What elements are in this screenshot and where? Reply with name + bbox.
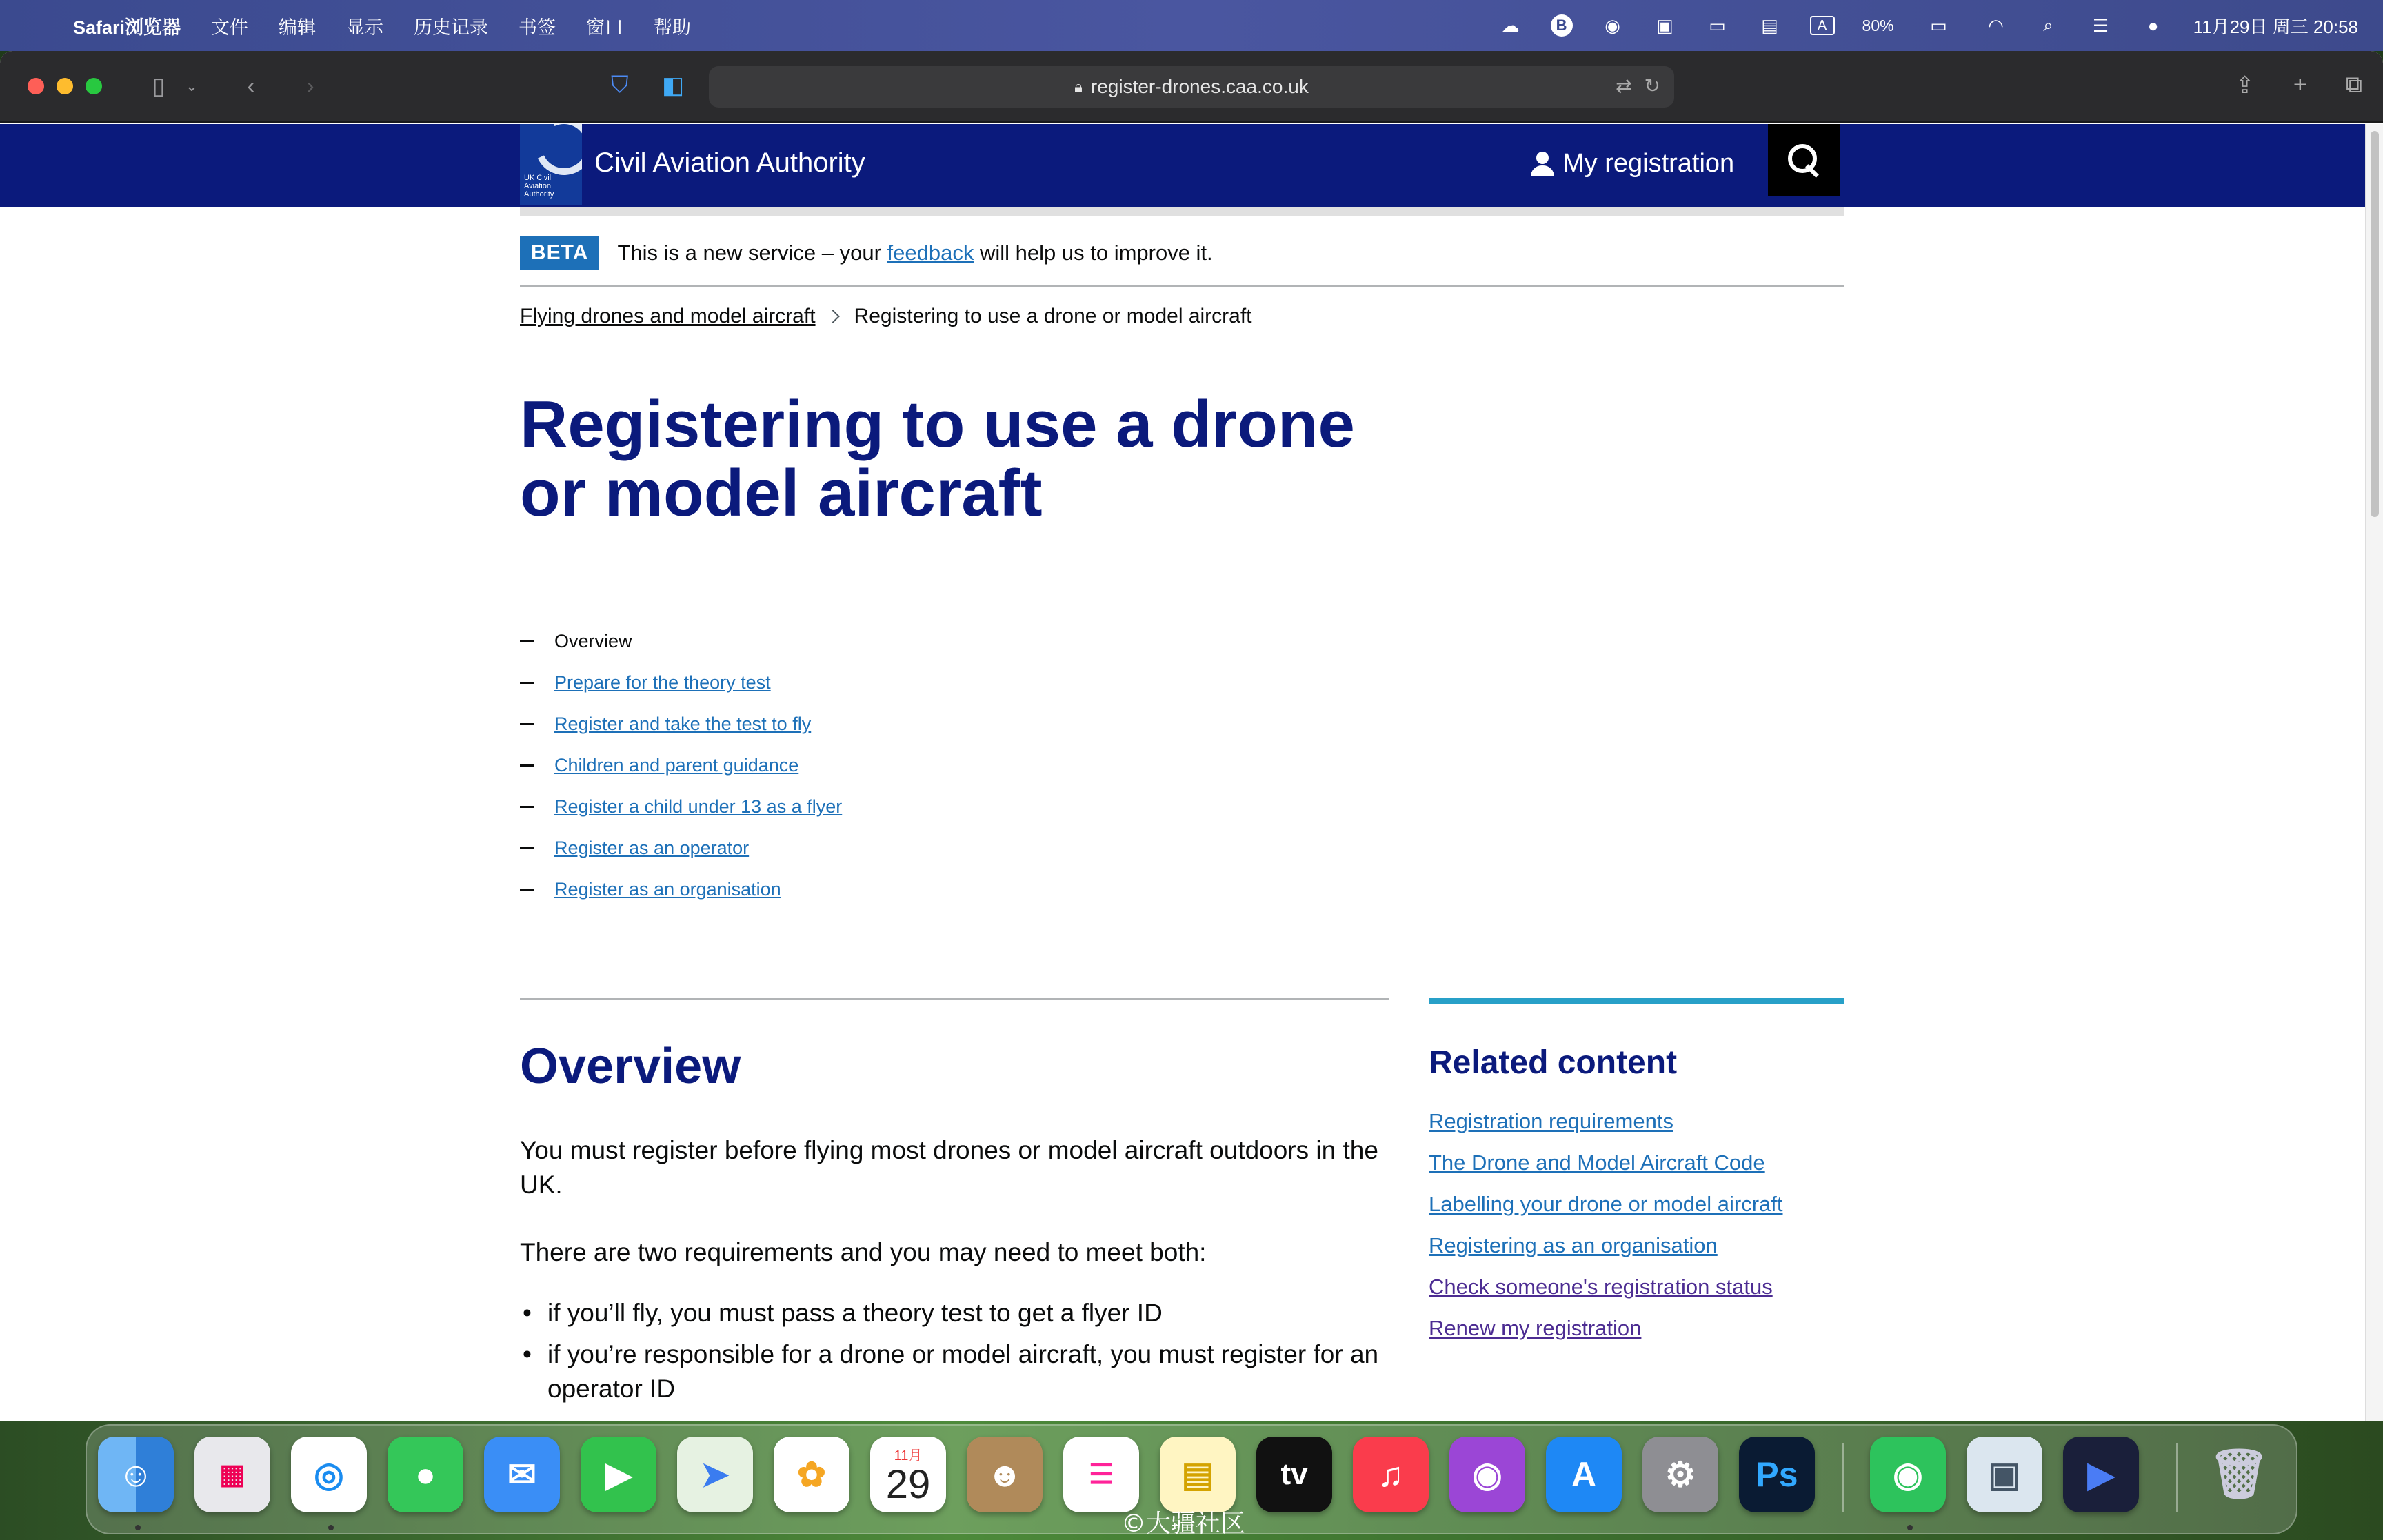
- siri-icon[interactable]: ●: [2147, 14, 2159, 36]
- address-bar[interactable]: [709, 66, 1674, 108]
- forward-arrow-icon[interactable]: ›: [306, 72, 314, 99]
- related-link-requirements[interactable]: Registration requirements: [1429, 1109, 1673, 1133]
- calendar-month: 11月: [894, 1448, 923, 1463]
- b-badge-icon[interactable]: B: [1551, 14, 1573, 37]
- my-registration-link[interactable]: [1531, 149, 1734, 179]
- spotlight-icon[interactable]: ⌕: [2043, 14, 2053, 35]
- contents-list: [520, 620, 842, 910]
- wechat-icon[interactable]: ◉: [1605, 14, 1620, 36]
- maps-icon[interactable]: ➤: [677, 1437, 753, 1512]
- header-strip: [520, 207, 1844, 216]
- battery-percent: 80%: [1862, 16, 1894, 34]
- tab-overview-icon[interactable]: ⧉: [2345, 72, 2362, 98]
- facetime-icon[interactable]: ▶: [581, 1437, 656, 1512]
- related-bar: [1429, 998, 1844, 1004]
- dock-separator: [1842, 1443, 1844, 1512]
- menu-view[interactable]: 显示: [346, 17, 384, 38]
- calendar-day: 29: [885, 1461, 931, 1507]
- running-indicator: [135, 1525, 141, 1530]
- chevron-down-icon[interactable]: ⌄: [185, 77, 199, 94]
- minimize-window-button[interactable]: [57, 78, 73, 94]
- battery-icon[interactable]: ▭: [1930, 14, 1947, 36]
- menu-help[interactable]: 帮助: [654, 17, 692, 38]
- menu-bar: [0, 0, 2383, 51]
- apple-tv-icon[interactable]: [1256, 1437, 1332, 1512]
- input-method-icon[interactable]: A: [1810, 16, 1835, 35]
- tv-label: tv: [1280, 1457, 1308, 1491]
- photoshop-icon[interactable]: [1739, 1437, 1815, 1512]
- media-app-icon[interactable]: ▶: [2063, 1437, 2139, 1512]
- cloud-icon[interactable]: ☁: [1501, 14, 1520, 36]
- book-icon[interactable]: ▤: [1761, 14, 1778, 36]
- window-controls: [28, 78, 102, 94]
- breadcrumb-parent-link[interactable]: Flying drones and model aircraft: [520, 305, 816, 327]
- back-arrow-icon[interactable]: ‹: [247, 72, 255, 99]
- list-item: • if you’re responsible for a drone or model aircraft, you must register for an operator ID: [520, 1337, 1389, 1406]
- caa-logo[interactable]: [520, 124, 582, 205]
- contents-item-overview: Overview: [554, 630, 632, 651]
- menu-history[interactable]: 历史记录: [414, 17, 489, 38]
- site-title[interactable]: Civil Aviation Authority: [594, 148, 865, 178]
- list-item: • if you’ll fly, you must pass a theory test to get a flyer ID: [520, 1296, 1389, 1330]
- running-indicator: [1907, 1525, 1913, 1530]
- contents-link-child-under-13[interactable]: Register a child under 13 as a flyer: [554, 796, 843, 817]
- share-icon[interactable]: ⇪: [2235, 72, 2255, 99]
- overview-paragraph-2: There are two requirements and you may need to meet both:: [520, 1238, 1207, 1266]
- beta-text-after: will help us to improve it.: [974, 241, 1213, 265]
- contents-link-operator[interactable]: Register as an operator: [554, 837, 750, 858]
- contents-link-prepare[interactable]: Prepare for the theory test: [554, 671, 771, 693]
- beta-banner: [520, 233, 1844, 287]
- menu-edit[interactable]: 编辑: [279, 17, 316, 38]
- mail-icon[interactable]: ✉: [484, 1437, 560, 1512]
- contents-item: [520, 744, 842, 786]
- preview-icon[interactable]: ▣: [1967, 1437, 2042, 1512]
- contents-item: [520, 827, 842, 869]
- app-store-icon[interactable]: A: [1546, 1437, 1622, 1512]
- status-area: [1498, 0, 2358, 51]
- page-title: Registering to use a drone or model aircraft: [520, 387, 1355, 530]
- user-icon: [1531, 152, 1554, 176]
- close-window-button[interactable]: [28, 78, 44, 94]
- safari-icon[interactable]: ◎: [291, 1437, 367, 1512]
- beta-text: [617, 241, 1212, 265]
- menu-window[interactable]: 窗口: [586, 17, 624, 38]
- system-settings-icon[interactable]: ⚙: [1642, 1437, 1718, 1512]
- contents-link-children[interactable]: Children and parent guidance: [554, 754, 799, 776]
- music-icon[interactable]: ♫: [1353, 1437, 1429, 1512]
- related-link-organisation[interactable]: Registering as an organisation: [1429, 1233, 1718, 1257]
- related-link-code[interactable]: The Drone and Model Aircraft Code: [1429, 1151, 1765, 1175]
- privacy-shield-icon[interactable]: ⛉: [611, 72, 629, 98]
- contents-item: [520, 620, 842, 662]
- extension-icon[interactable]: ◧: [662, 72, 685, 99]
- menu-app-name[interactable]: Safari浏览器: [73, 17, 181, 38]
- beta-tag: BETA: [520, 236, 599, 270]
- contents-item: [520, 786, 842, 827]
- requirements-list: [520, 1296, 1389, 1413]
- photos-icon[interactable]: ✿: [774, 1437, 849, 1512]
- display-icon[interactable]: ▭: [1709, 14, 1726, 36]
- wifi-icon[interactable]: ◠: [1988, 14, 2004, 36]
- search-button[interactable]: [1768, 124, 1840, 196]
- url-text: register-drones.caa.co.uk: [1090, 76, 1309, 97]
- finder-icon[interactable]: ☺: [98, 1437, 174, 1512]
- breadcrumb-current: Registering to use a drone or model aircraft: [854, 305, 1252, 327]
- breadcrumb: [520, 305, 1252, 328]
- contents-link-organisation[interactable]: Register as an organisation: [554, 878, 781, 900]
- running-indicator: [328, 1525, 334, 1530]
- my-registration-label: My registration: [1562, 149, 1735, 178]
- control-center-icon[interactable]: ☰: [2092, 14, 2109, 36]
- contents-item: [520, 869, 842, 910]
- maximize-window-button[interactable]: [86, 78, 102, 94]
- chevron-right-icon: [826, 310, 840, 323]
- contacts-icon[interactable]: ☻: [967, 1437, 1043, 1512]
- feedback-link[interactable]: feedback: [887, 241, 974, 265]
- notes-icon[interactable]: ▤: [1160, 1437, 1236, 1512]
- contents-link-register-test[interactable]: Register and take the test to fly: [554, 713, 812, 734]
- related-link-check-status[interactable]: Check someone's registration status: [1429, 1275, 1773, 1299]
- related-link-labelling[interactable]: Labelling your drone or model aircraft: [1429, 1192, 1783, 1216]
- web-page: [0, 124, 2365, 1421]
- clock[interactable]: 11月29日 周三 20:58: [2193, 16, 2358, 37]
- menu-file[interactable]: 文件: [211, 17, 249, 38]
- lock-icon: 🔒︎: [1074, 78, 1083, 95]
- reminders-icon[interactable]: ☰: [1063, 1437, 1139, 1512]
- podcasts-icon[interactable]: ◉: [1449, 1437, 1525, 1512]
- site-header: [0, 124, 2365, 207]
- vertical-scrollbar[interactable]: [2365, 124, 2383, 1421]
- scrollbar-thumb[interactable]: [2371, 131, 2379, 517]
- notification-icon[interactable]: ▣: [1656, 14, 1673, 36]
- related-content: [1429, 998, 1844, 1357]
- translate-icon[interactable]: ⇄: [1616, 75, 1632, 97]
- wechat-app-icon[interactable]: ◉: [1870, 1437, 1946, 1512]
- trash-icon[interactable]: 🗑︎: [2208, 1447, 2270, 1501]
- ps-label: Ps: [1756, 1455, 1798, 1494]
- logo-text: UK Civil Aviation Authority: [524, 174, 554, 199]
- calendar-icon[interactable]: [870, 1437, 946, 1512]
- section-divider: [520, 998, 1389, 1000]
- launchpad-icon[interactable]: ▦: [194, 1437, 270, 1512]
- sidebar-toggle-icon[interactable]: ▯: [152, 73, 165, 99]
- dock-separator: [2176, 1443, 2178, 1512]
- related-links: [1429, 1109, 1844, 1357]
- contents-item: [520, 703, 842, 744]
- reload-icon[interactable]: ↻: [1644, 75, 1660, 97]
- messages-icon[interactable]: ●: [388, 1437, 463, 1512]
- search-icon: [1787, 143, 1821, 177]
- overview-heading: Overview: [520, 1039, 741, 1094]
- beta-text-before: This is a new service – your: [617, 241, 887, 265]
- related-heading: Related content: [1429, 1044, 1678, 1081]
- watermark: ©大疆社区: [1121, 1510, 1246, 1538]
- menu-bookmarks[interactable]: 书签: [519, 17, 556, 38]
- related-link-renew[interactable]: Renew my registration: [1429, 1316, 1642, 1340]
- contents-item: [520, 662, 842, 703]
- new-tab-icon[interactable]: +: [2293, 72, 2307, 98]
- overview-paragraph-1: You must register before flying most drones or model aircraft outdoors in the UK.: [520, 1136, 1378, 1199]
- browser-toolbar: [0, 51, 2383, 123]
